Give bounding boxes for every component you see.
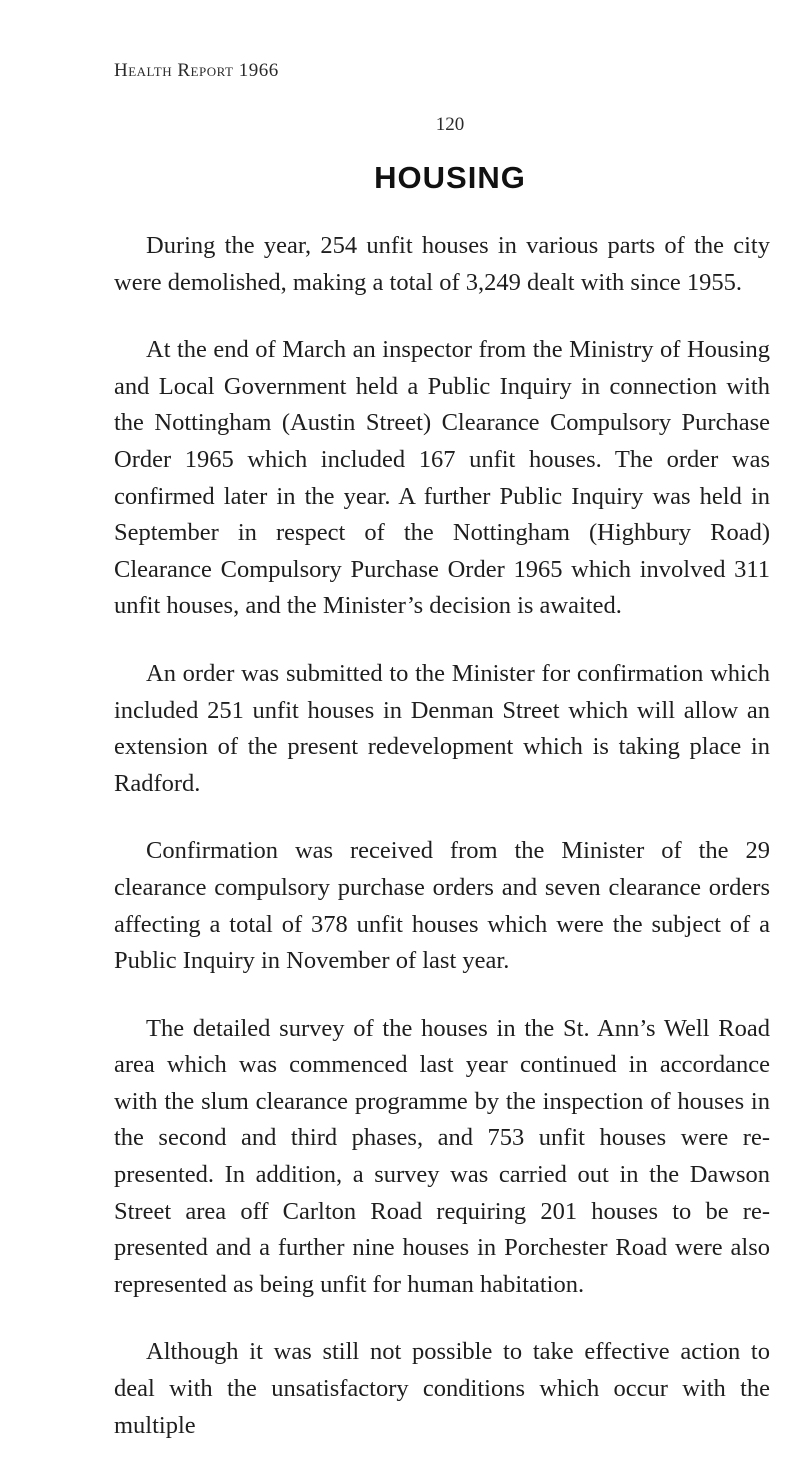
- running-head: Health Report 1966: [114, 60, 279, 81]
- paragraph-multiple-occupation: Although it was still not possible to take effective action to deal with the unsatisfactory conditions which occur with the multiple: [114, 1338, 770, 1439]
- body-text: [114, 228, 770, 1475]
- page-number: 120: [435, 114, 465, 135]
- paragraph-denman-street-order: An order was submitted to the Minister for confirmation which included 251 unfit houses in Denman Street which will allow an extension of the present redevelopment which is taking place in Radford.: [114, 659, 770, 797]
- paragraph-confirmation: Confirmation was received from the Minister of the 29 clearance compulsory purchase orders and seven clearance orders affecting a total of 378 unfit houses which were the subject of a Public Inquiry in November of last year.: [114, 837, 770, 975]
- paragraph-st-anns-survey: The detailed survey of the houses in the St. Ann’s Well Road area which was commenced last year continued in accordance with the slum clearance programme by the inspection of houses in the second and third phases, and 753 unfit houses were re-presented. In addition, a survey was carried out in the Dawson Street area off Carlton Road requiring 201 houses to be re-presented and a further nine houses in Porchester Road were also represented as being unfit for human habitation.: [114, 1014, 770, 1298]
- section-title: HOUSING: [374, 160, 526, 195]
- paragraph-demolitions: During the year, 254 unfit houses in various parts of the city were demolished, making a total of 3,249 dealt with since 1955.: [114, 232, 770, 296]
- paragraph-public-inquiries: At the end of March an inspector from the Ministry of Housing and Local Government held a Public Inquiry in connection with the Nottingham (Austin Street) Clearance Compulsory Purchase Order 1965 which included 167 unfit houses. The order was confirmed later in the year. A further Public Inquiry was held in September in respect of the Nottingham (Highbury Road) Clearance Compulsory Purchase Order 1965 which involved 311 unfit houses, and the Minister’s decision is awaited.: [114, 336, 770, 620]
